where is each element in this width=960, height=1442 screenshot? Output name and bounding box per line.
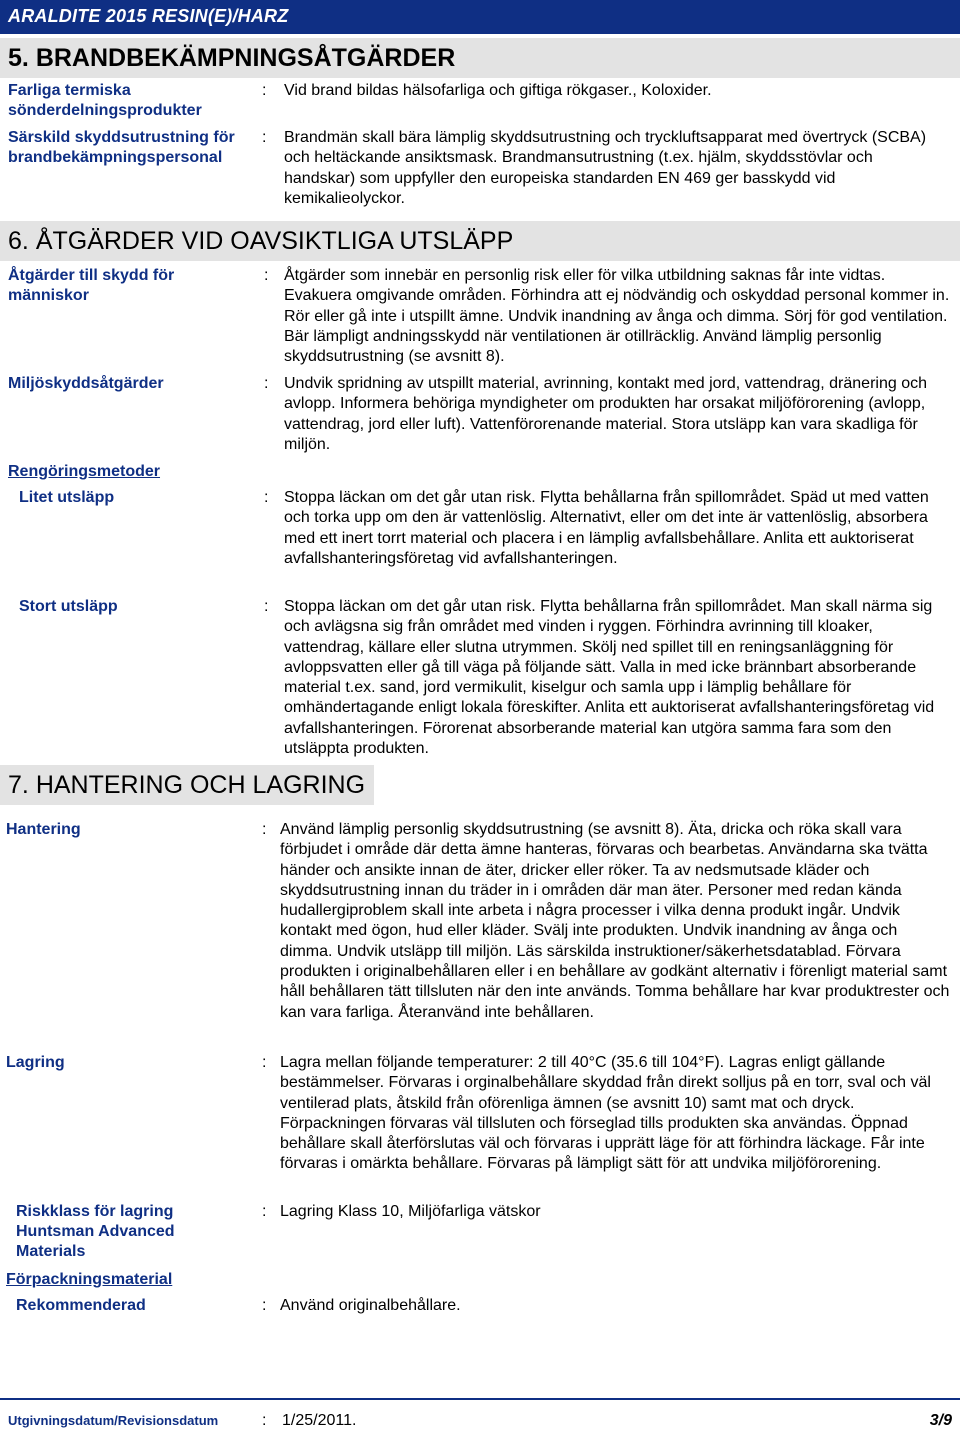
section-5-title: BRANDBEKÄMPNINGSÅTGÄRDER xyxy=(35,44,456,72)
colon: : xyxy=(262,1297,267,1314)
s6-cleaning-heading: Rengöringsmetoder xyxy=(8,463,161,480)
s6-small-spill-label: Litet utsläpp xyxy=(19,489,115,506)
s5-thermal-label: Farliga termiska sönderdelningsprodukter xyxy=(8,82,202,119)
s6-environment-label: Miljöskyddsåtgärder xyxy=(8,375,164,392)
s7-recommended-text: Använd originalbehållare. xyxy=(280,1297,461,1314)
colon: : xyxy=(262,82,267,99)
footer-date-label: Utgivningsdatum/Revisionsdatum xyxy=(8,1413,219,1428)
s6-large-spill-label: Stort utsläpp xyxy=(19,598,118,615)
s6-large-spill-text: Stoppa läckan om det går utan risk. Flytta behållarna från spillområdet. Man skall närma sig och avlägsna sig från området med vinden i ryggen. Förhindra avrinning till kloaker, vattendrag, källare eller slutna utrymmen. Skölj ned spillet till en reningsanläggning för avloppsvatten eller gå till väga på följande sätt. Valla in med icke brännbart absorberande material t.ex. sand, jord vermikulit, kiselgur och samla upp i lämplig behållare för omhändertagande enligt lokala föreskifter. Anlita ett auktoriserat avfallshanteringsföretag vid avfallshanteringen. Förorenat absorberande material kan utgöra samma fara som den utsläppta produkten. xyxy=(284,598,935,758)
s5-thermal-text: Vid brand bildas hälsofarliga och giftiga rökgaser., Koloxider. xyxy=(284,82,712,99)
section-6-title: ÅTGÄRDER VID OAVSIKTLIGA UTSLÄPP xyxy=(35,227,514,255)
s6-environment-text: Undvik spridning av utspillt material, avrinning, kontakt med jord, vattendrag, dränering och avlopp. Informera behöriga myndigheter om produkten har orsakat miljöförorening (avlopp, vattendrag, jord eller luft). Vattenförorenande material. Stora utsläpp kan vara skadliga för miljön. xyxy=(284,375,927,453)
section-6-number: 6. xyxy=(8,227,29,255)
page-number: 3/9 xyxy=(929,1412,952,1429)
s7-storage-class-text: Lagring Klass 10, Miljöfarliga vätskor xyxy=(280,1203,541,1220)
s5-ppe-text: Brandmän skall bära lämplig skyddsutrustning och tryckluftsapparat med övertryck (SCBA) och heltäckande ansiktsmask. Brandmansutrustning (t.ex. hjälm, skyddsstövlar och handskar) som uppfyller den europeiska standarden EN 469 ger basskydd vid kemikalieolyckor. xyxy=(284,129,927,207)
product-title: ARALDITE 2015 RESIN(E)/HARZ xyxy=(8,6,289,26)
footer-date-value: 1/25/2011. xyxy=(282,1412,357,1429)
s7-handling-text: Använd lämplig personlig skyddsutrustning (se avsnitt 8). Äta, dricka och röka skall vara förbjudet i område där detta ämne hanteras, förvaras och bearbetas. Användarna ska tvätta händer och ansikte innan de äter, dricker eller röker. Ta av nedsmutsade kläder och skyddsutrustning innan du träder in i områden där man äter. Personer med redan kända hudallergiproblem skall inte arbeta i några processer i vilka denna produkt ingår. Undvik kontakt med ögon, hud eller kläder. Svälj inte produkten. Undvik inandning av ånga och dimma. Undvik utsläpp till miljön. Läs särskilda instruktioner/säkerhetsdatablad. Förvara produkten i originalbehållaren eller i en behållare av godkänt alternativ i förenligt material samt håll behållaren tätt tillsluten när den inte används. Tomma behållare har kvar produktrester och kan vara farliga. Återanvänd inte behållaren. xyxy=(280,821,950,1021)
section-7-title: HANTERING OCH LAGRING xyxy=(35,771,366,799)
colon: : xyxy=(264,598,269,615)
s7-packaging-heading: Förpackningsmaterial xyxy=(6,1271,173,1288)
colon: : xyxy=(264,489,269,506)
colon: : xyxy=(262,1412,267,1429)
colon: : xyxy=(262,821,267,838)
footer-divider xyxy=(0,1398,960,1400)
s7-storage-text: Lagra mellan följande temperaturer: 2 till 40°C (35.6 till 104°F). Lagras enligt gällande bestämmelser. Förvaras i orginalbehållare skyddad från direkt solljus på en torr, sval och väl ventilerad plats, åtskild från oförenliga ämnen (se avsnitt 10) samt mat och dryck. Förpackningen förvaras väl tillsluten och förseglad tills produkten ska användas. Öppnad behållare skall återförslutas väl och förvaras i upprätt läge för att förhindra läckage. Får inte förvaras i omärkta behållare. Förvaras på lämpligt sätt för att undvika miljöförorening. xyxy=(280,1054,931,1173)
section-7-number: 7. xyxy=(8,771,29,799)
s7-handling-label: Hantering xyxy=(6,821,81,838)
s6-personal-text: Åtgärder som innebär en personlig risk eller för vilka utbildning saknas får inte vidtas. Evakuera omgivande områden. Förhindra att ej nödvändig och oskyddad personal kommer in. Rör eller gå inte i utspillt ämne. Undvik inandning av ånga och dimma. Sörj för god ventilation. Bär lämpligt andningsskydd när ventilationen är otillräcklig. Använd lämplig personlig skyddsutrustning (se avsnitt 8). xyxy=(284,267,950,366)
s7-storage-label: Lagring xyxy=(6,1054,65,1071)
s5-ppe-label: Särskild skyddsutrustning för brandbekämpningspersonal xyxy=(8,129,235,166)
document-header xyxy=(0,0,960,34)
section-6-header xyxy=(0,221,960,261)
section-5-number: 5. xyxy=(8,44,29,72)
colon: : xyxy=(262,1203,267,1220)
colon: : xyxy=(264,375,269,392)
colon: : xyxy=(264,267,269,284)
colon: : xyxy=(262,1054,267,1071)
s7-recommended-label: Rekommenderad xyxy=(16,1297,146,1314)
s6-small-spill-text: Stoppa läckan om det går utan risk. Flytta behållarna från spillområdet. Späd ut med vatten och torka upp om den är vattenlöslig. Alternativt, eller om det inte är vattenlöslig, absorbera med ett inert torrt material och placera i en lämplig avfallsbehållare. Anlita ett auktoriserat avfallshanteringsföretag vid avfallshanteringen. xyxy=(284,489,929,567)
s7-storage-class-label: Riskklass för lagring Huntsman Advanced Materials xyxy=(16,1203,175,1260)
s6-personal-label: Åtgärder till skydd för människor xyxy=(8,267,175,304)
section-7-header xyxy=(0,765,374,805)
colon: : xyxy=(262,129,267,146)
section-5-header xyxy=(0,38,960,78)
